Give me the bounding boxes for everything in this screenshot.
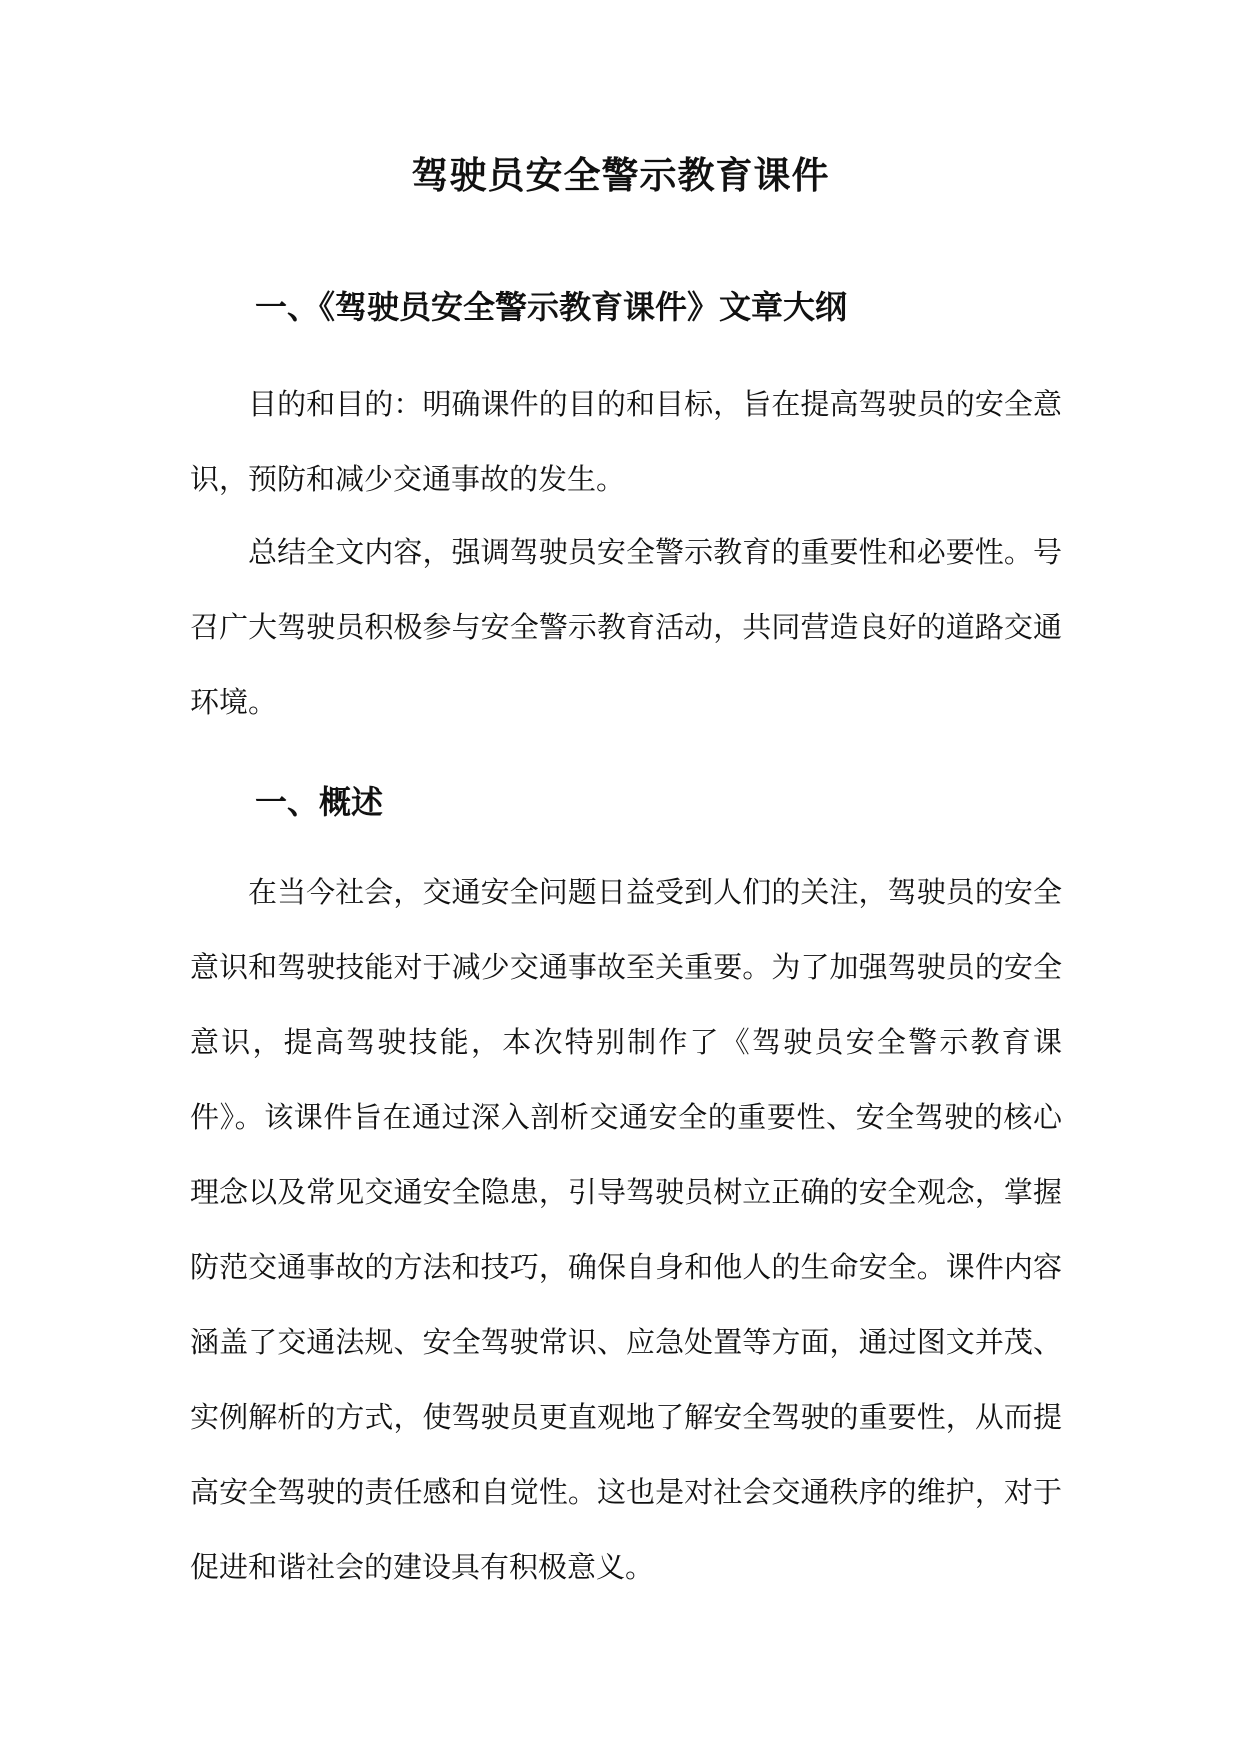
document-title: 驾驶员安全警示教育课件 [411,153,830,197]
section-heading-overview: 一、概述 [255,783,384,821]
paragraph-overview: 在当今社会，交通安全问题日益受到人们的关注，驾驶员的安全意识和驾驶技能对于减少交通事故至关重要。为了加强驾驶员的安全意识，提高驾驶技能，本次特别制作了《驾驶员安全警示教育课件》。该课件旨在通过深入剖析交通安全的重要性、安全驾驶的核心理念以及常见交通安全隐患，引导驾驶员树立正确的安全观念，掌握防范交通事故的方法和技巧，确保自身和他人的生命安全。课件内容涵盖了交通法规、安全驾驶常识、应急处置等方面，通过图文并茂、实例解析的方式，使驾驶员更直观地了解安全驾驶的重要性，从而提高安全驾驶的责任感和自觉性。这也是对社会交通秩序的维护，对于促进和谐社会的建设具有积极意义。 [190,875,1062,1584]
section-heading-outline: 一、《驾驶员安全警示教育课件》文章大纲 [255,288,848,326]
paragraph-purpose: 目的和目的：明确课件的目的和目标，旨在提高驾驶员的安全意识，预防和减少交通事故的发生。 [190,387,1062,496]
paragraph-summary: 总结全文内容，强调驾驶员安全警示教育的重要性和必要性。号召广大驾驶员积极参与安全警示教育活动，共同营造良好的道路交通环境。 [190,535,1062,719]
